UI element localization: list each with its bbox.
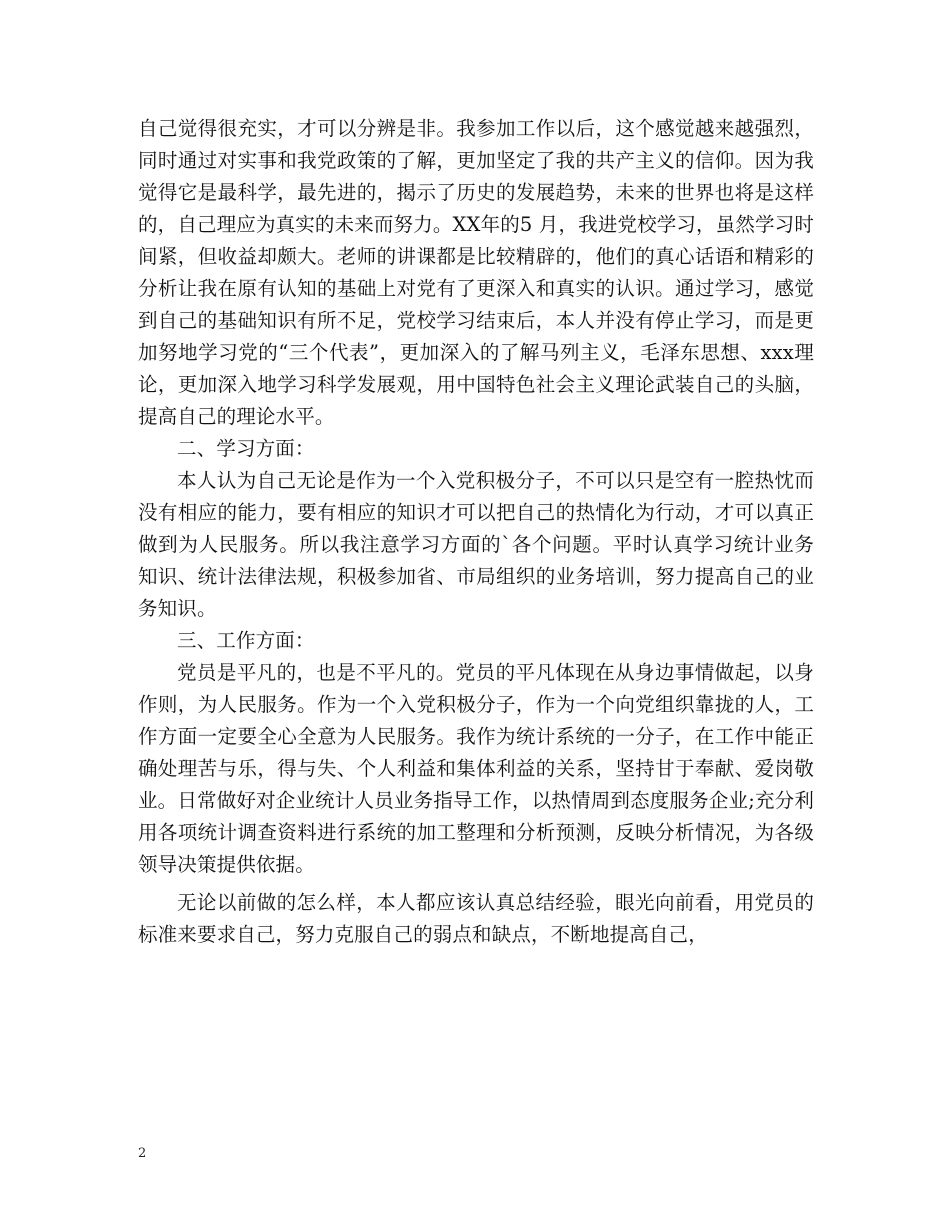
paragraph-continuation: 自己觉得很充实，才可以分辨是非。我参加工作以后，这个感觉越来越强烈，同时通过对实事和我党政策的了解，更加坚定了我的共产主义的信仰。因为我觉得它是最科学，最先进的，揭示了历史的发展趋势，未来的世界也将是这样的，自己理应为真实的未来而努力。XX年的5 月，我进党校学习，虽然学习时间紧，但收益却颇大。老师的讲课都是比较精辟的，他们的真心话语和精彩的分析让我在原有认知的基础上对党有了更深入和真实的认识。通过学习，感觉到自己的基础知识有所不足，党校学习结束后，本人并没有停止学习，而是更加努地学习党的“三个代表”，更加深入的了解马列主义，毛泽东思想、xxx理论，更加深入地学习科学发展观，用中国特色社会主义理论武装自己的头脑，提高自己的理论水平。 bbox=[138, 117, 814, 428]
paragraph-work: 党员是平凡的，也是不平凡的。党员的平凡体现在从身边事情做起，以身作则，为人民服务。作为一个入党积极分子，作为一个向党组织靠拢的人，工作方面一定要全心全意为人民服务。我作为统计系统的一分子，在工作中能正确处理苦与乐，得与失、个人利益和集体利益的关系，坚持甘于奉献、爱岗敬业。日常做好对企业统计人员业务指导工作，以热情周到态度服务企业;充分利用各项统计调查资料进行系统的加工整理和分析预测，反映分析情况，为各级领导决策提供依据。 bbox=[138, 661, 814, 876]
paragraph-study: 本人认为自己无论是作为一个入党积极分子，不可以只是空有一腔热忱而没有相应的能力，要有相应的知识才可以把自己的热情化为行动，才可以真正做到为人民服务。所以我注意学习方面的`各个问题。平时认真学习统计业务知识、统计法律法规，积极参加省、市局组织的业务培训，努力提高自己的业务知识。 bbox=[138, 469, 814, 620]
page-number: 2 bbox=[138, 1146, 147, 1161]
paragraph-conclusion: 无论以前做的怎么样，本人都应该认真总结经验，眼光向前看，用党员的标准来要求自己，努力克服自己的弱点和缺点，不断地提高自己， bbox=[138, 891, 814, 946]
section-heading-study: 二、学习方面： bbox=[177, 437, 315, 460]
document-body bbox=[138, 113, 814, 951]
section-heading-work: 三、工作方面： bbox=[177, 629, 315, 652]
